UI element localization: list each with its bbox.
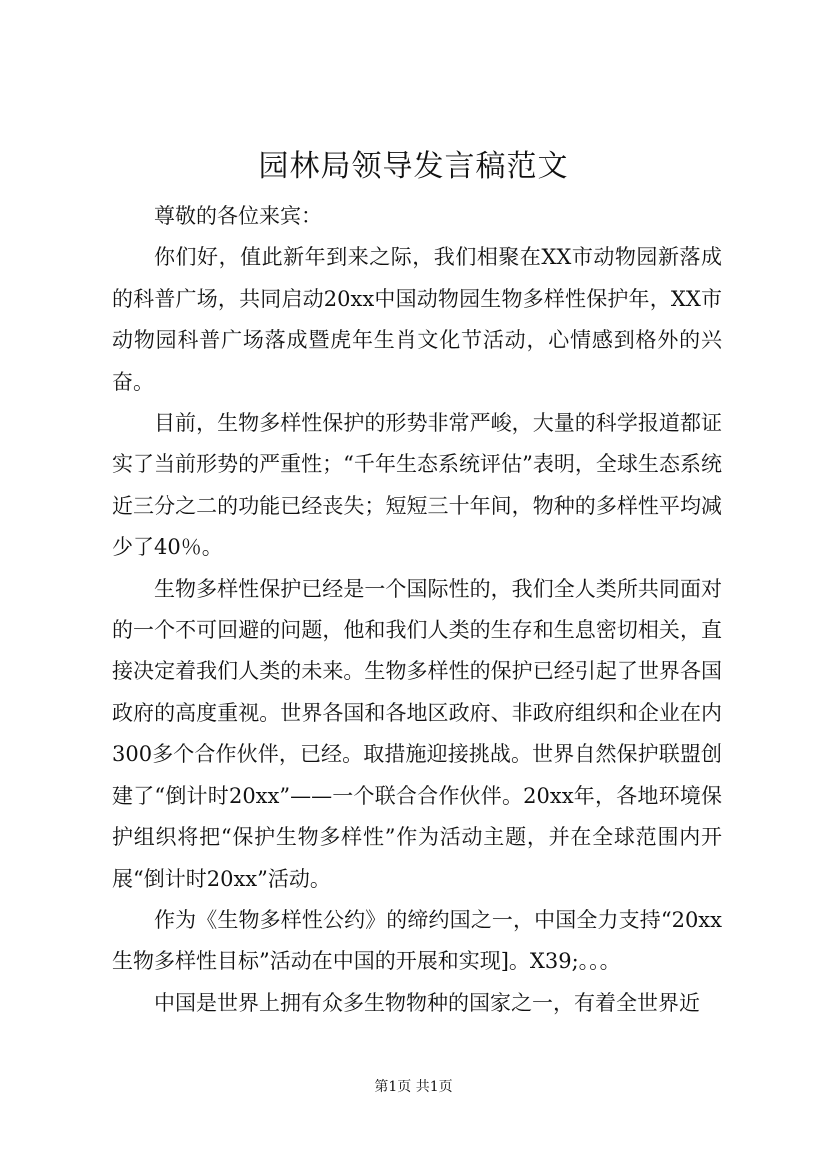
body-paragraph: 目前，生物多样性保护的形势非常严峻，大量的科学报道都证实了当前形势的严重性；“千年生态系统评估”表明，全球生态系统近三分之二的功能已经丧失；短短三十年间，物种的多样性平均减少了40％。 [112,411,722,560]
body-paragraph: 中国是世界上拥有众多生物物种的国家之一，有着全世界近 [154,990,700,1015]
body-paragraph: 生物多样性保护已经是一个国际性的，我们全人类所共同面对的一个不可回避的问题，他和我们人类的生存和生息密切相关，直接决定着我们人类的未来。生物多样性的保护已经引起了世界各国政府的高度重视。世界各国和各地区政府、非政府组织和企业在内300多个合作伙伴，已经。取措施迎接挑战。世界自然保护联盟创建了“倒计时20xx”——一个联合合作伙伴。20xx年，各地环境保护组织将把“保护生物多样性”作为活动主题，并在全球范围内开展“倒计时20xx”活动。 [112,576,722,891]
document-body [112,196,722,1024]
salutation-paragraph: 尊敬的各位来宾： [154,204,322,228]
page-number-footer: 第1页 共1页 [374,1079,453,1095]
body-paragraph: 作为《生物多样性公约》的缔约国之一，中国全力支持“20xx生物多样性目标”活动在中国的开展和实现]。X39;。。。 [112,907,722,974]
body-paragraph: 你们好，值此新年到来之际，我们相聚在XX市动物园新落成的科普广场，共同启动20xx中国动物园生物多样性保护年，XX市动物园科普广场落成暨虎年生肖文化节活动，心情感到格外的兴奋。 [112,245,722,394]
document-title: 园林局领导发言稿范文 [258,149,569,184]
